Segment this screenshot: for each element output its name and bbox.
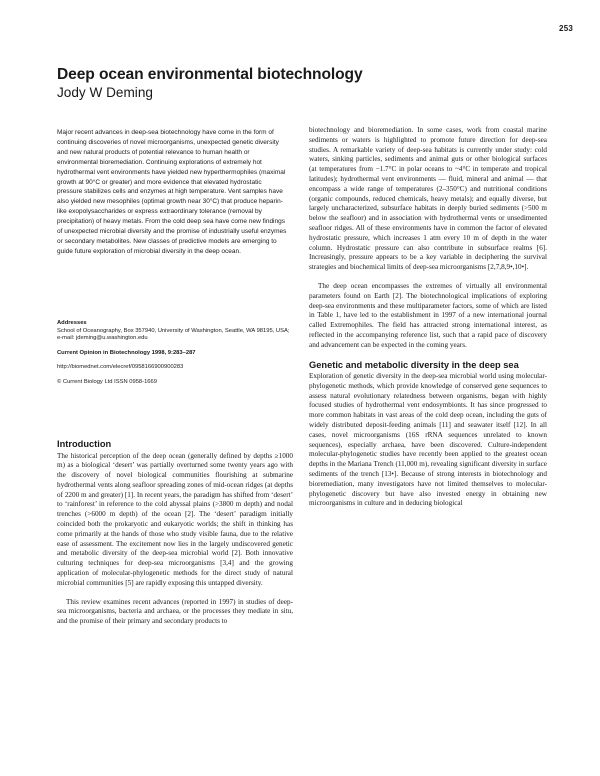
article-title: Deep ocean environmental biotechnology [57,66,363,83]
copyright-notice: © Current Biology Ltd ISSN 0958-1669 [57,379,157,385]
intro-paragraph-1: The historical perception of the deep ocean (generally defined by depths ≥1000 m) as a biological ‘desert’ was partially overturned some twenty years ago with the discovery of novel biological communities flourishing at submarine hydrothermal vents along seafloor spreading zones of mid-ocean ridges (at depths of 2200 m and greater) [1]. In recent years, the paradigm has shifted from ‘desert’ to ‘rainforest’ in reference to the cold abyssal plains (>3800 m depth) and nodal trenches (>6000 m depth) of the ocean [2]. The ‘desert’ paradigm initially coincided both the prokaryotic and eukaryotic worlds; the shift in thinking has come primarily at the hands of those who study visible fauna, due to the relative ease of assessment. The excitement now lies in the largely undiscovered genetic and metabolic diversity of the deep-sea microbial world [2]. Both innovative culturing techniques for deep-sea microorganisms [3,4] and the growing application of molecular-phylogenetic methods for the direct study of natural microbial communities [5] are rapidly exposing this untapped diversity. [57,451,293,587]
right-paragraph-1: biotechnology and bioremediation. In some cases, work from coastal marine sediments or waters is highlighted to promote future direction for deep-sea studies. A remarkable variety of deep-sea habitats is currently under study: cold waters, sinking particles, sediments and animal guts or other biological surfaces (at temperatures from −1.7°C in polar oceans to ~4°C in temperate and tropical latitudes); hydrothermal vent environments — fluid, mineral and animal — that encompass a wide range of temperatures (2–350°C) and nutritional conditions (organic compounds, reduced chemicals, heavy metals); and equally diverse, but largely uncharacterized, subsurface habitats in deeply buried sediments (>500 m below the seafloor) and in association with hydrothermal vents or unsedimented seafloor ridges. All of these environments have in common the factor of elevated hydrostatic pressure, which increases 1 atm every 10 m of depth in the water column. Hydrostatic pressure can also contribute in subsurface realms [6]. Increasingly, pressure appears to be a key variable in deciphering the survival strategies and biochemical limits of deep-sea microorganisms [2,7,8,9•,10•]. [309,126,547,272]
right-paragraph-2: The deep ocean encompasses the extremes of virtually all environmental parameters found on Earth [2]. The biotechnological implications of exploring deep-sea environments and these multiparameter factors, some of which are listed in Table 1, have led to the establishment in 1997 of a new international journal called Extremophiles. The field has attracted strong international interest, as reflected in the accompanying reference list, such that a rapid pace of discovery and advancement can be expected in the coming years. [309,281,547,349]
intro-paragraph-2: This review examines recent advances (reported in 1997) in studies of deep-sea microorganisms, bacteria and archaea, or the processes they mediate in situ, and the promise of their primary and secondary products to [57,597,293,626]
abstract: Major recent advances in deep-sea biotechnology have come in the form of continuing discoveries of novel microorganisms, unexpected genetic diversity and new natural products of potential relevance to human health or environmental bioremediation. Continuing explorations of extremely hot hydrothermal vent environments have yielded new hyperthermophiles (maximal growth at 90°C or greater) and more evidence that elevated hydrostatic pressure stabilizes cells and enzymes at high temperature. Vent samples have also yielded new mesophiles (optimal growth near 30°C) that produce heparin-like exopolysaccharides or express extraordinary tolerance (removal by precipitation) of heavy metals. From the cold deep sea have come new findings of unexpected microbial diversity and the promise of industrially useful enzymes or secondary metabolites. New classes of predictive models are emerging to guide future exploration of microbial diversity in the deep ocean. [57,129,287,255]
article-author: Jody W Deming [57,85,153,100]
addresses-label: Addresses [57,320,87,326]
left-column [57,439,293,636]
journal-reference: Current Opinion in Biotechnology 1998, 9:283–287 [57,350,196,356]
electronic-reference-link[interactable]: http://biomednet.com/elecref/0958166900900283 [57,364,184,370]
addresses-text: School of Oceanography, Box 357940, University of Washington, Seattle, WA 98195, USA; e-mail: jdeming@u.washington.edu [57,327,290,342]
genetic-diversity-heading: Genetic and metabolic diversity in the deep sea [309,359,519,370]
right-paragraph-3: Exploration of genetic diversity in the deep-sea microbial world using molecular-phylogenetic methods, which provide knowledge of conserved gene sequences to assess natural evolutionary relatedness between organisms, began with highly focused studies of hydrothermal vent endosymbionts. It has since progressed to more common habitats in vast areas of the cold deep ocean, including the guts of widely distributed deposit-feeding animals [11] and seawater itself [12]. In all cases, novel microorganisms (16S rRNA sequences unrelated to known sequences), especially archaea, have been discovered. Culture-independent molecular-phylogenetic studies have recently been applied to the greatest ocean depths in the Mariana Trench (11,000 m), revealing significant diversity in surface sediments of the trench [13•]. Because of strong interests in biotechnology and bioremediation, many investigators have not limited themselves to molecular-phylogenetic discovery but have also invested energy in obtaining new microorganisms in culture and in deducing biological [309,372,547,508]
intro-heading: Introduction [57,439,112,449]
right-column [309,126,547,518]
addresses-block [57,320,293,343]
page-number: 253 [559,24,573,33]
